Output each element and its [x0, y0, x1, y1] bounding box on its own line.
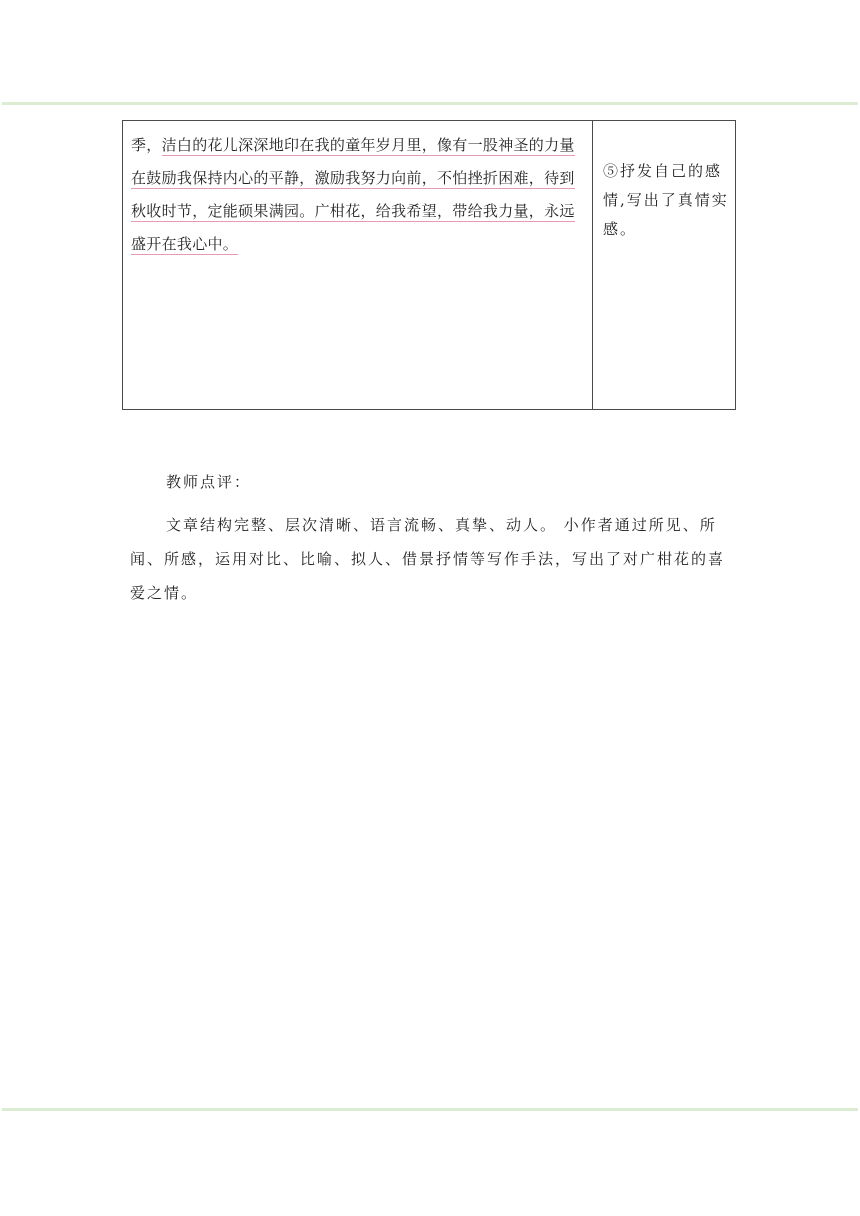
review-title: 教师点评： — [166, 473, 252, 491]
essay-annotation-table — [122, 120, 736, 410]
essay-line-underlined: 洁白的花儿深深地印在我的童年岁月里，像有一股神圣的力量 — [161, 136, 575, 154]
essay-line — [131, 162, 584, 195]
essay-line-plain: 季， — [131, 136, 162, 154]
essay-line-underlined: 秋收时节，定能硕果满园。广柑花，给我希望，带给我力量，永远 — [131, 202, 575, 220]
teacher-review — [130, 470, 734, 610]
essay-line-underlined: 盛开在我心中。 — [131, 235, 239, 253]
header-rule — [2, 102, 858, 105]
essay-line-underlined: 在鼓励我保持内心的平静，激励我努力向前，不怕挫折困难，待到 — [131, 169, 575, 187]
annotation-cell — [593, 121, 735, 409]
essay-line — [131, 195, 584, 228]
footer-rule — [2, 1108, 858, 1111]
essay-text-cell — [123, 121, 593, 409]
essay-line — [131, 129, 584, 162]
review-body: 文章结构完整、层次清晰、语言流畅、真挚、动人。 小作者通过所见、所闻、所感，运用对比、比喻、拟人、借景抒情等写作手法，写出了对广柑花的喜爱之情。 — [130, 516, 726, 602]
essay-line — [131, 228, 584, 261]
annotation-text: ⑤抒发自己的感情,写出了真情实感。 — [603, 162, 729, 238]
